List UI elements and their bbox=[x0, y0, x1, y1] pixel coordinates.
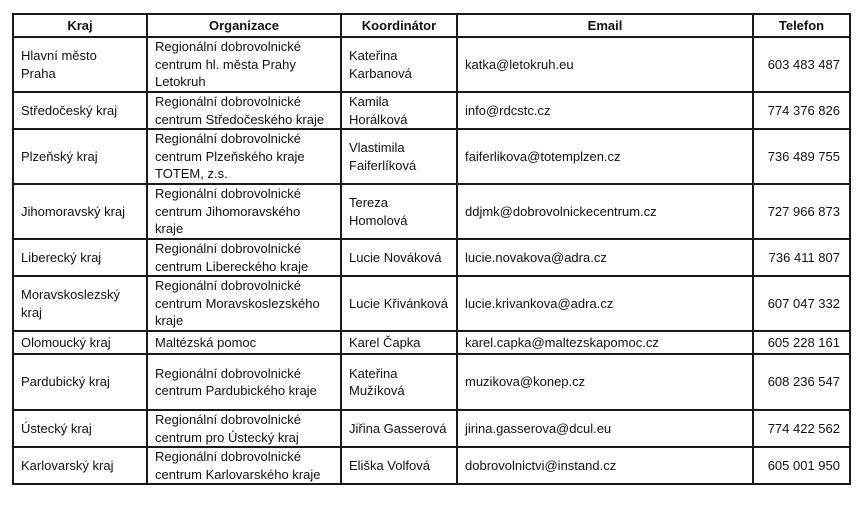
table-row bbox=[13, 276, 850, 331]
table-row bbox=[13, 239, 850, 276]
email-cell: faiferlikova@totemplzen.cz bbox=[457, 129, 753, 184]
phone-cell: 774 376 826 bbox=[753, 92, 850, 129]
phone-cell: 608 236 547 bbox=[753, 354, 850, 410]
email-cell: jirina.gasserova@dcul.eu bbox=[457, 410, 753, 447]
email-cell: dobrovolnictvi@instand.cz bbox=[457, 447, 753, 484]
region-cell: Moravskoslezský kraj bbox=[13, 276, 147, 331]
table-body bbox=[13, 37, 850, 484]
table-row bbox=[13, 410, 850, 447]
table-row bbox=[13, 92, 850, 129]
header-email: Email bbox=[457, 14, 753, 37]
region-cell: Hlavní město Praha bbox=[13, 37, 147, 92]
region-cell: Liberecký kraj bbox=[13, 239, 147, 276]
header-kraj: Kraj bbox=[13, 14, 147, 37]
region-cell: Jihomoravský kraj bbox=[13, 184, 147, 239]
table-row bbox=[13, 184, 850, 239]
region-cell: Olomoucký kraj bbox=[13, 331, 147, 354]
table-row bbox=[13, 37, 850, 92]
coordinator-cell: Tereza Homolová bbox=[341, 184, 457, 239]
table-row bbox=[13, 331, 850, 354]
phone-cell: 736 411 807 bbox=[753, 239, 850, 276]
coordinator-cell: Jiřina Gasserová bbox=[341, 410, 457, 447]
table-row bbox=[13, 129, 850, 184]
organization-cell: Regionální dobrovolnické centrum Středočeského kraje bbox=[147, 92, 341, 129]
organization-cell: Regionální dobrovolnické centrum Jihomoravského kraje bbox=[147, 184, 341, 239]
phone-cell: 603 483 487 bbox=[753, 37, 850, 92]
organization-cell: Regionální dobrovolnické centrum pro Ústecký kraj bbox=[147, 410, 341, 447]
organization-cell: Regionální dobrovolnické centrum Plzeňského kraje TOTEM, z.s. bbox=[147, 129, 341, 184]
organization-cell: Regionální dobrovolnické centrum hl. města Prahy Letokruh bbox=[147, 37, 341, 92]
phone-cell: 727 966 873 bbox=[753, 184, 850, 239]
phone-cell: 607 047 332 bbox=[753, 276, 850, 331]
email-cell: lucie.krivankova@adra.cz bbox=[457, 276, 753, 331]
table-row bbox=[13, 354, 850, 410]
region-cell: Plzeňský kraj bbox=[13, 129, 147, 184]
coordinator-cell: Lucie Křivánková bbox=[341, 276, 457, 331]
region-cell: Středočeský kraj bbox=[13, 92, 147, 129]
coordinator-cell: Vlastimila Faiferlíková bbox=[341, 129, 457, 184]
table-row bbox=[13, 447, 850, 484]
coordinator-cell: Karel Čapka bbox=[341, 331, 457, 354]
organization-cell: Regionální dobrovolnické centrum Libereckého kraje bbox=[147, 239, 341, 276]
header-row bbox=[13, 14, 850, 37]
email-cell: katka@letokruh.eu bbox=[457, 37, 753, 92]
phone-cell: 605 228 161 bbox=[753, 331, 850, 354]
organization-cell: Maltézská pomoc bbox=[147, 331, 341, 354]
header-koordinator: Koordinátor bbox=[341, 14, 457, 37]
region-cell: Ústecký kraj bbox=[13, 410, 147, 447]
phone-cell: 774 422 562 bbox=[753, 410, 850, 447]
coordinator-cell: Eliška Volfová bbox=[341, 447, 457, 484]
email-cell: lucie.novakova@adra.cz bbox=[457, 239, 753, 276]
email-cell: muzikova@konep.cz bbox=[457, 354, 753, 410]
coordinator-cell: Kamila Horálková bbox=[341, 92, 457, 129]
email-cell: karel.capka@maltezskapomoc.cz bbox=[457, 331, 753, 354]
organization-cell: Regionální dobrovolnické centrum Pardubického kraje bbox=[147, 354, 341, 410]
region-cell: Karlovarský kraj bbox=[13, 447, 147, 484]
header-organizace: Organizace bbox=[147, 14, 341, 37]
email-cell: info@rdcstc.cz bbox=[457, 92, 753, 129]
coordinator-cell: Kateřina Karbanová bbox=[341, 37, 457, 92]
region-cell: Pardubický kraj bbox=[13, 354, 147, 410]
coordinator-cell: Lucie Nováková bbox=[341, 239, 457, 276]
organization-cell: Regionální dobrovolnické centrum Karlovarského kraje bbox=[147, 447, 341, 484]
phone-cell: 605 001 950 bbox=[753, 447, 850, 484]
coordinator-cell: Kateřina Mužíková bbox=[341, 354, 457, 410]
header-telefon: Telefon bbox=[753, 14, 850, 37]
email-cell: ddjmk@dobrovolnickecentrum.cz bbox=[457, 184, 753, 239]
coordinators-table bbox=[12, 13, 851, 485]
phone-cell: 736 489 755 bbox=[753, 129, 850, 184]
organization-cell: Regionální dobrovolnické centrum Moravskoslezského kraje bbox=[147, 276, 341, 331]
